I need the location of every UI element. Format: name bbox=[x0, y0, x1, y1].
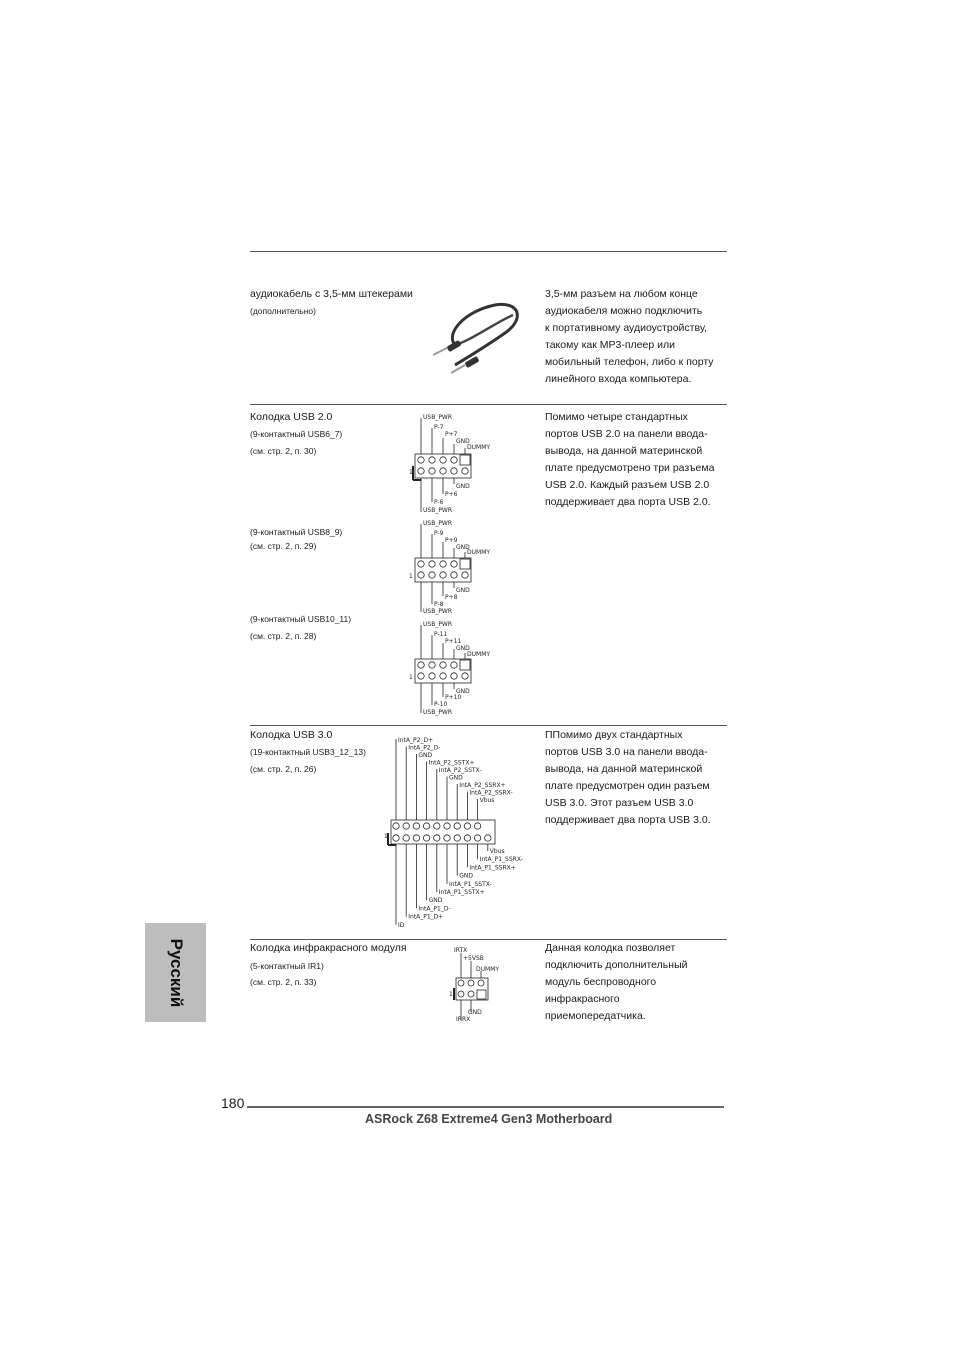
desc-line: линейного входа компьютера. bbox=[545, 373, 692, 385]
footer-title: ASRock Z68 Extreme4 Gen3 Motherboard bbox=[365, 1112, 613, 1126]
pin-label: P+7 bbox=[445, 431, 458, 438]
desc-line: поддерживает два порта USB 3.0. bbox=[545, 814, 711, 826]
pin-label: DUMMY bbox=[467, 651, 491, 658]
pin-label: IntA_P2_D+ bbox=[398, 737, 434, 744]
pin-label: Vbus bbox=[479, 797, 495, 804]
pin-label: P+8 bbox=[445, 594, 458, 601]
usb2-c-reference: (см. стр. 2, п. 28) bbox=[250, 631, 317, 641]
desc-line: Данная колодка позволяет bbox=[545, 942, 676, 954]
pin-label: GND bbox=[456, 544, 470, 551]
pin-label: GND bbox=[456, 688, 470, 695]
pin-label: P-11 bbox=[434, 631, 448, 638]
pin-label: GND bbox=[456, 438, 470, 445]
section-rule bbox=[250, 725, 727, 726]
desc-line: USB 2.0. Каждый разъем USB 2.0 bbox=[545, 479, 710, 491]
usb2-c-subtitle: (9-контактный USB10_11) bbox=[250, 614, 352, 624]
pin-one-label: 1 bbox=[409, 674, 413, 681]
pin-label: GND bbox=[449, 774, 463, 782]
pin-label: USB_PWR bbox=[423, 709, 453, 716]
usb2-b-subtitle: (9-контактный USB8_9) bbox=[250, 527, 343, 537]
desc-line: аудиокабеля можно подключить bbox=[545, 305, 703, 317]
pin-label: IntA_P2_D- bbox=[408, 744, 441, 752]
pin-label: P-8 bbox=[434, 601, 444, 608]
desc-line: плате предусмотрено три разъема bbox=[545, 462, 715, 474]
pin-row bbox=[418, 457, 468, 474]
pin bbox=[413, 823, 419, 829]
ir-header-diagram bbox=[446, 944, 516, 1026]
pin bbox=[485, 835, 491, 841]
pin bbox=[434, 823, 440, 829]
desc-line: портов USB 3.0 на панели ввода- bbox=[545, 746, 708, 758]
audio-description bbox=[545, 286, 735, 388]
pin bbox=[413, 835, 419, 841]
pin-label: USB_PWR bbox=[423, 621, 453, 628]
ir-subtitle: (5-контактный IR1) bbox=[250, 961, 324, 971]
pin bbox=[434, 835, 440, 841]
pin bbox=[464, 835, 470, 841]
pin-label: P+10 bbox=[445, 694, 462, 701]
desc-line: поддерживает два порта USB 2.0. bbox=[545, 496, 711, 508]
desc-line: такому как МР3-плеер или bbox=[545, 339, 675, 351]
ir-reference: (см. стр. 2, п. 33) bbox=[250, 977, 317, 987]
pin-label: ID bbox=[398, 921, 405, 929]
usb2-header-diagram bbox=[406, 518, 506, 618]
desc-line: приемопередатчика. bbox=[545, 1010, 646, 1022]
pin-label: DUMMY bbox=[467, 444, 491, 451]
audio-cable-image bbox=[425, 293, 525, 383]
usb2-a-reference: (см. стр. 2, п. 30) bbox=[250, 446, 317, 456]
pin-label: P-9 bbox=[434, 530, 444, 537]
pin-label: USB_PWR bbox=[423, 414, 453, 421]
pin bbox=[474, 835, 480, 841]
pin-label: IntA_P2_SSTX- bbox=[438, 767, 482, 774]
pin-label: IntA_P1_D+ bbox=[408, 913, 444, 921]
usb2-a-subtitle: (9-контактный USB6_7) bbox=[250, 429, 343, 439]
desc-line: ППомимо двух стандартных bbox=[545, 729, 683, 741]
pin bbox=[423, 823, 429, 829]
pin-label: GND bbox=[456, 587, 470, 594]
pin-label: Vbus bbox=[489, 848, 505, 855]
pin bbox=[444, 823, 450, 829]
usb3-description bbox=[545, 727, 735, 829]
pin bbox=[393, 835, 399, 841]
pin bbox=[403, 823, 409, 829]
audio-subtitle: (дополнительно) bbox=[250, 306, 316, 316]
desc-line: вывода, на данной материнской bbox=[545, 763, 703, 775]
pin bbox=[474, 823, 480, 829]
page-number: 180 bbox=[221, 1095, 245, 1111]
pin-label: GND bbox=[468, 1009, 482, 1016]
pin-label: IntA_P2_SSTX+ bbox=[428, 759, 475, 767]
pin-label: USB_PWR bbox=[423, 608, 453, 615]
pin-label: GND bbox=[418, 752, 433, 759]
desc-line: Помимо четыре стандартных bbox=[545, 411, 688, 423]
pin-label: IntA_P2_SSRX- bbox=[469, 789, 513, 797]
pin bbox=[393, 823, 399, 829]
pin-label: IntA_P1_SSTX- bbox=[449, 880, 492, 888]
pin bbox=[464, 823, 470, 829]
desc-line: USB 3.0. Этот разъем USB 3.0 bbox=[545, 797, 694, 809]
footer-rule bbox=[247, 1106, 724, 1108]
pin-label: P-6 bbox=[434, 499, 444, 506]
desc-line: к портативному аудиоустройству, bbox=[545, 322, 707, 334]
pin-label: USB_PWR bbox=[423, 507, 453, 514]
pin-label: +5VSB bbox=[463, 955, 484, 962]
pin-label: IntA_P1_SSRX+ bbox=[469, 864, 516, 872]
section-rule bbox=[250, 404, 727, 405]
desc-line: 3,5-мм разъем на любом конце bbox=[545, 288, 698, 300]
pin-label: USB_PWR bbox=[423, 520, 453, 527]
usb2-header-diagram bbox=[406, 619, 506, 719]
pin-label: IRTX bbox=[454, 947, 468, 954]
desc-line: плате предусмотрен один разъем bbox=[545, 780, 710, 792]
usb2-b-reference: (см. стр. 2, п. 29) bbox=[250, 541, 317, 551]
pin bbox=[423, 835, 429, 841]
language-side-tab bbox=[145, 923, 206, 1022]
pin-label: GND bbox=[456, 645, 470, 652]
pin-label: P+11 bbox=[445, 638, 462, 645]
desc-line: портов USB 2.0 на панели ввода- bbox=[545, 428, 708, 440]
usb3-reference: (см. стр. 2, п. 26) bbox=[250, 764, 317, 774]
pin bbox=[454, 823, 460, 829]
pin-label: IntA_P2_SSRX+ bbox=[459, 782, 506, 789]
pin-label: IntA_P1_SSRX- bbox=[479, 856, 523, 864]
pin-label: P-7 bbox=[434, 424, 444, 431]
pin-label: GND bbox=[459, 872, 473, 880]
usb3-title: Колодка USB 3.0 bbox=[250, 729, 333, 741]
desc-line: подключить дополнительный bbox=[545, 959, 688, 971]
desc-line: вывода, на данной материнской bbox=[545, 445, 703, 457]
ir-title: Колодка инфракрасного модуля bbox=[250, 942, 407, 954]
pin-label: P+9 bbox=[445, 537, 458, 544]
desc-line: мобильный телефон, либо к порту bbox=[545, 356, 714, 368]
pin-one-label: 1 bbox=[409, 573, 413, 580]
usb3-subtitle: (19-контактный USB3_12_13) bbox=[250, 747, 366, 757]
pin-label: GND bbox=[456, 483, 470, 490]
pin-label: P+6 bbox=[445, 491, 458, 498]
usb3-header-diagram bbox=[384, 733, 524, 933]
pin bbox=[403, 835, 409, 841]
desc-line: инфракрасного bbox=[545, 993, 620, 1005]
pin-one-label: 1 bbox=[384, 833, 388, 840]
audio-title: аудиокабель с 3,5-мм штекерами bbox=[250, 288, 413, 300]
pin-label: DUMMY bbox=[467, 549, 491, 556]
pin-label: IRRX bbox=[456, 1016, 471, 1023]
desc-line: модуль беспроводного bbox=[545, 976, 657, 988]
usb2-header-diagram bbox=[408, 412, 508, 516]
top-rule bbox=[250, 251, 727, 252]
pin-label: IntA_P1_SSTX+ bbox=[438, 889, 485, 896]
language-tab-label: Русский bbox=[166, 938, 186, 1007]
usb2-title: Колодка USB 2.0 bbox=[250, 411, 333, 423]
pin-label: DUMMY bbox=[476, 966, 500, 973]
pin-label: IntA_P1_D- bbox=[418, 905, 451, 913]
pin-one-label: 1 bbox=[409, 469, 413, 476]
pin bbox=[454, 835, 460, 841]
pin-one-label: 1 bbox=[449, 991, 453, 998]
pin bbox=[444, 835, 450, 841]
pin-label: P-10 bbox=[434, 701, 448, 708]
pin-label: GND bbox=[428, 897, 443, 905]
usb2-description bbox=[545, 409, 735, 511]
ir-description bbox=[545, 940, 735, 1025]
